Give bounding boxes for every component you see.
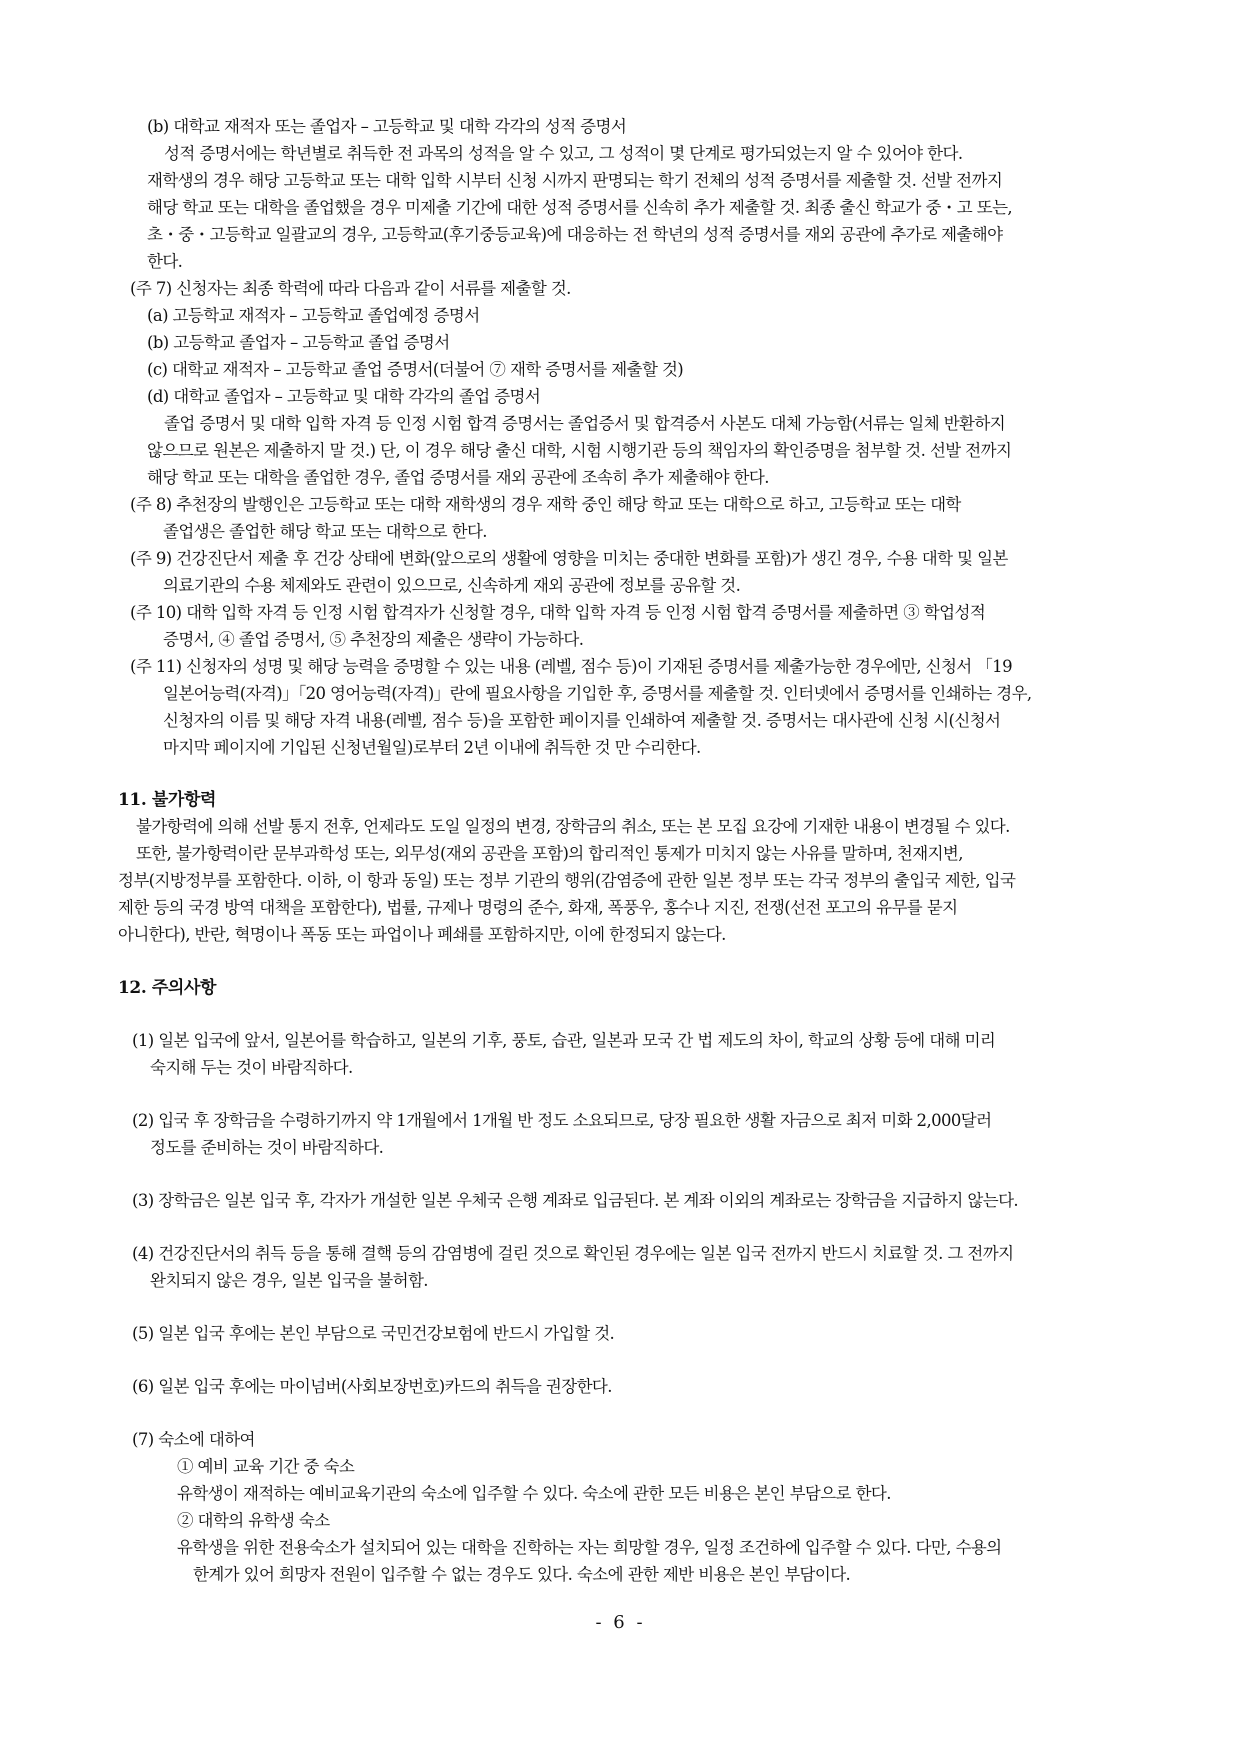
list-item: (5) 일본 입국 후에는 본인 부담으로 국민건강보험에 반드시 가입할 것. (132, 1324, 615, 1343)
note-line: 해당 학교 또는 대학을 졸업했을 경우 미제출 기간에 대한 성적 증명서를 신속히 추가 제출할 것. 최종 출신 학교가 중・고 또는, (147, 198, 1013, 217)
note-line: 증명서, ④ 졸업 증명서, ⑤ 추천장의 제출은 생략이 가능하다. (163, 630, 584, 649)
sub-item-text: 유학생을 위한 전용숙소가 설치되어 있는 대학을 진학하는 자는 희망할 경우, 일정 조건하에 입주할 수 있다. 다만, 수용의 (177, 1538, 1002, 1557)
note-line: 초・중・고등학교 일괄교의 경우, 고등학교(후기중등교육)에 대응하는 전 학년의 성적 증명서를 재외 공관에 추가로 제출해야 (147, 225, 1003, 244)
section-line: 불가항력에 의해 선발 통지 전후, 언제라도 도일 일정의 변경, 장학금의 취소, 또는 본 모집 요강에 기재한 내용이 변경될 수 있다. (136, 817, 1010, 836)
list-item-cont: 완치되지 않은 경우, 일본 입국을 불허함. (150, 1271, 428, 1290)
note-line: 신청자의 이름 및 해당 자격 내용(레벨, 점수 등)을 포함한 페이지를 인쇄하여 제출할 것. 증명서는 대사관에 신청 시(신청서 (163, 711, 1001, 730)
list-item-cont: 숙지해 두는 것이 바람직하다. (150, 1058, 353, 1077)
note-line: 재학생의 경우 해당 고등학교 또는 대학 입학 시부터 신청 시까지 판명되는 학기 전체의 성적 증명서를 제출할 것. 선발 전까지 (147, 171, 1003, 190)
note-line: (b) 고등학교 졸업자 – 고등학교 졸업 증명서 (147, 333, 450, 352)
note-line: (b) 대학교 재적자 또는 졸업자 – 고등학교 및 대학 각각의 성적 증명서 (147, 117, 627, 136)
note-line: 마지막 페이지에 기입된 신청년월일)로부터 2년 이내에 취득한 것 만 수리한다. (163, 738, 701, 757)
list-item: (1) 일본 입국에 앞서, 일본어를 학습하고, 일본의 기후, 풍토, 습관, 일본과 모국 간 법 제도의 차이, 학교의 상황 등에 대해 미리 (132, 1031, 996, 1050)
section-line: 아니한다), 반란, 혁명이나 폭동 또는 파업이나 폐쇄를 포함하지만, 이에 한정되지 않는다. (118, 925, 726, 944)
sub-item-text: 유학생이 재적하는 예비교육기관의 숙소에 입주할 수 있다. 숙소에 관한 모든 비용은 본인 부담으로 한다. (177, 1484, 891, 1503)
section-heading: 11. 불가항력 (118, 790, 216, 810)
section-heading: 12. 주의사항 (118, 978, 216, 998)
note-line: 일본어능력(자격)」「20 영어능력(자격)」란에 필요사항을 기입한 후, 증명서를 제출할 것. 인터넷에서 증명서를 인쇄하는 경우, (163, 684, 1032, 703)
list-item: (3) 장학금은 일본 입국 후, 각자가 개설한 일본 우체국 은행 계좌로 입금된다. 본 계좌 이외의 계좌로는 장학금을 지급하지 않는다. (132, 1191, 1019, 1210)
note-line: 않으므로 원본은 제출하지 말 것.) 단, 이 경우 해당 출신 대학, 시험 시행기관 등의 책임자의 확인증명을 첨부할 것. 선발 전까지 (147, 441, 1012, 460)
note-10-line: (주 10) 대학 입학 자격 등 인정 시험 합격자가 신청할 경우, 대학 입학 자격 등 인정 시험 합격 증명서를 제출하면 ③ 학업성적 (130, 603, 986, 622)
page-number: - 6 - (595, 1612, 646, 1633)
note-line: 한다. (147, 252, 183, 271)
list-item: (7) 숙소에 대하여 (132, 1430, 255, 1449)
note-line: (a) 고등학교 재적자 – 고등학교 졸업예정 증명서 (147, 306, 480, 325)
note-11-line: (주 11) 신청자의 성명 및 해당 능력을 증명할 수 있는 내용 (레벨, 점수 등)이 기재된 증명서를 제출가능한 경우에만, 신청서 「19 (130, 657, 1012, 676)
list-item-cont: 정도를 준비하는 것이 바람직하다. (150, 1138, 384, 1157)
sub-item: ① 예비 교육 기간 중 숙소 (177, 1457, 355, 1476)
sub-item-text: 한계가 있어 희망자 전원이 입주할 수 없는 경우도 있다. 숙소에 관한 제반 비용은 본인 부담이다. (193, 1565, 851, 1584)
list-item: (4) 건강진단서의 취득 등을 통해 결핵 등의 감염병에 걸린 것으로 확인된 경우에는 일본 입국 전까지 반드시 치료할 것. 그 전까지 (132, 1244, 1014, 1263)
note-line: 해당 학교 또는 대학을 졸업한 경우, 졸업 증명서를 재외 공관에 조속히 추가 제출해야 한다. (147, 468, 769, 487)
list-item: (6) 일본 입국 후에는 마이넘버(사회보장번호)카드의 취득을 권장한다. (132, 1377, 612, 1396)
note-line: 성적 증명서에는 학년별로 취득한 전 과목의 성적을 알 수 있고, 그 성적이 몇 단계로 평가되었는지 알 수 있어야 한다. (164, 144, 963, 163)
section-line: 제한 등의 국경 방역 대책을 포함한다), 법률, 규제나 명령의 준수, 화재, 폭풍우, 홍수나 지진, 전쟁(선전 포고의 유무를 묻지 (118, 898, 958, 917)
note-line: 졸업 증명서 및 대학 입학 자격 등 인정 시험 합격 증명서는 졸업증서 및 합격증서 사본도 대체 가능함(서류는 일체 반환하지 (164, 414, 1006, 433)
section-line: 정부(지방정부를 포함한다. 이하, 이 항과 동일) 또는 정부 기관의 행위(감염증에 관한 일본 정부 또는 각국 정부의 출입국 제한, 입국 (118, 871, 1016, 890)
note-line: (c) 대학교 재적자 – 고등학교 졸업 증명서(더불어 ⑦ 재학 증명서를 제출할 것) (147, 360, 684, 379)
list-item: (2) 입국 후 장학금을 수령하기까지 약 1개월에서 1개월 반 정도 소요되므로, 당장 필요한 생활 자금으로 최저 미화 2,000달러 (132, 1111, 992, 1130)
note-line: 졸업생은 졸업한 해당 학교 또는 대학으로 한다. (163, 522, 487, 541)
note-9-line: (주 9) 건강진단서 제출 후 건강 상태에 변화(앞으로의 생활에 영향을 미치는 중대한 변화를 포함)가 생긴 경우, 수용 대학 및 일본 (130, 549, 1008, 568)
section-line: 또한, 불가항력이란 문부과학성 또는, 외무성(재외 공관을 포함)의 합리적인 통제가 미치지 않는 사유를 말하며, 천재지변, (136, 844, 963, 863)
note-line: 의료기관의 수용 체제와도 관련이 있으므로, 신속하게 재외 공관에 정보를 공유할 것. (163, 576, 741, 595)
note-line: (d) 대학교 졸업자 – 고등학교 및 대학 각각의 졸업 증명서 (147, 387, 541, 406)
note-8-line: (주 8) 추천장의 발행인은 고등학교 또는 대학 재학생의 경우 재학 중인 해당 학교 또는 대학으로 하고, 고등학교 또는 대학 (130, 495, 961, 514)
sub-item: ② 대학의 유학생 숙소 (177, 1511, 330, 1530)
note-7-line: (주 7) 신청자는 최종 학력에 따라 다음과 같이 서류를 제출할 것. (130, 279, 571, 298)
